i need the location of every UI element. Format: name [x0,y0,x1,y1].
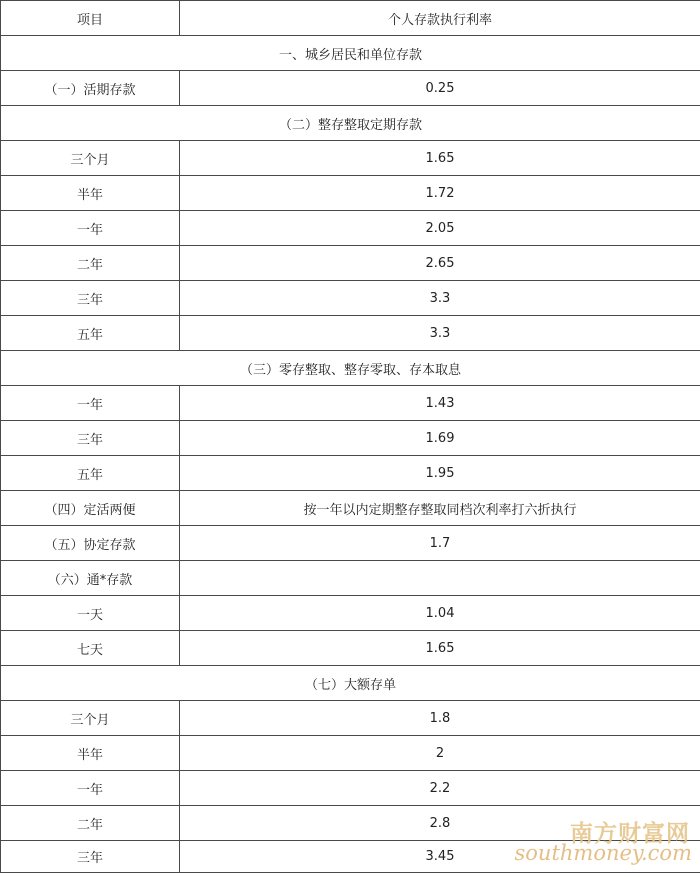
rate-value: 0.25 [180,71,700,106]
table-row [1,806,700,841]
table-row [1,386,700,421]
item-label: 半年 [1,736,180,771]
item-label: 三年 [1,281,180,316]
rate-value: 3.45 [180,841,700,873]
rate-value: 按一年以内定期整存整取同档次利率打六折执行 [180,491,700,526]
item-label: （五）协定存款 [1,526,180,561]
header-item: 项目 [1,1,180,36]
rate-value: 1.04 [180,596,700,631]
table-header-row [1,1,700,36]
table-row [1,526,700,561]
item-label: 五年 [1,316,180,351]
rate-value: 1.72 [180,176,700,211]
table-row [1,421,700,456]
item-label: 一年 [1,386,180,421]
rate-value: 3.3 [180,281,700,316]
item-label: 一天 [1,596,180,631]
rate-value: 1.8 [180,701,700,736]
header-rate: 个人存款执行利率 [180,1,700,36]
item-label: 七天 [1,631,180,666]
table-row [1,246,700,281]
table-row [1,771,700,806]
table-row [1,841,700,873]
section-row [1,36,700,71]
table-row [1,71,700,106]
rate-value: 1.69 [180,421,700,456]
item-label: 一年 [1,771,180,806]
watermark-cn: 南方财富网 [570,820,690,847]
rate-value: 2.65 [180,246,700,281]
table-row [1,596,700,631]
item-label: 二年 [1,246,180,281]
item-label: 三年 [1,421,180,456]
table-row [1,141,700,176]
section-title: （七）大额存单 [1,666,700,701]
item-label: （四）定活两便 [1,491,180,526]
section-title: （二）整存整取定期存款 [1,106,700,141]
section-title: 一、城乡居民和单位存款 [1,36,700,71]
item-label: 五年 [1,456,180,491]
table-row [1,736,700,771]
section-row [1,351,700,386]
rate-value: 2.8 [180,806,700,841]
item-label: 二年 [1,806,180,841]
rate-value: 1.95 [180,456,700,491]
item-label: 三个月 [1,141,180,176]
table-row [1,631,700,666]
table-row [1,456,700,491]
rate-value: 1.65 [180,631,700,666]
section-row [1,666,700,701]
table-row [1,281,700,316]
item-label: （六）通*存款 [1,561,180,596]
table-row [1,316,700,351]
item-label: （一）活期存款 [1,71,180,106]
item-label: 一年 [1,211,180,246]
watermark-en: southmoney.com [514,841,692,865]
rate-value: 2.05 [180,211,700,246]
rate-value: 2.2 [180,771,700,806]
table-row [1,176,700,211]
table-body [1,1,700,873]
item-label: 三个月 [1,701,180,736]
table-row [1,701,700,736]
rate-value [180,561,700,596]
table-row [1,561,700,596]
table-row [1,211,700,246]
rate-value: 1.7 [180,526,700,561]
rate-value: 1.65 [180,141,700,176]
item-label: 三年 [1,841,180,873]
item-label: 半年 [1,176,180,211]
table-row [1,491,700,526]
section-title: （三）零存整取、整存零取、存本取息 [1,351,700,386]
section-row [1,106,700,141]
rate-value: 2 [180,736,700,771]
rate-value: 3.3 [180,316,700,351]
rate-value: 1.43 [180,386,700,421]
